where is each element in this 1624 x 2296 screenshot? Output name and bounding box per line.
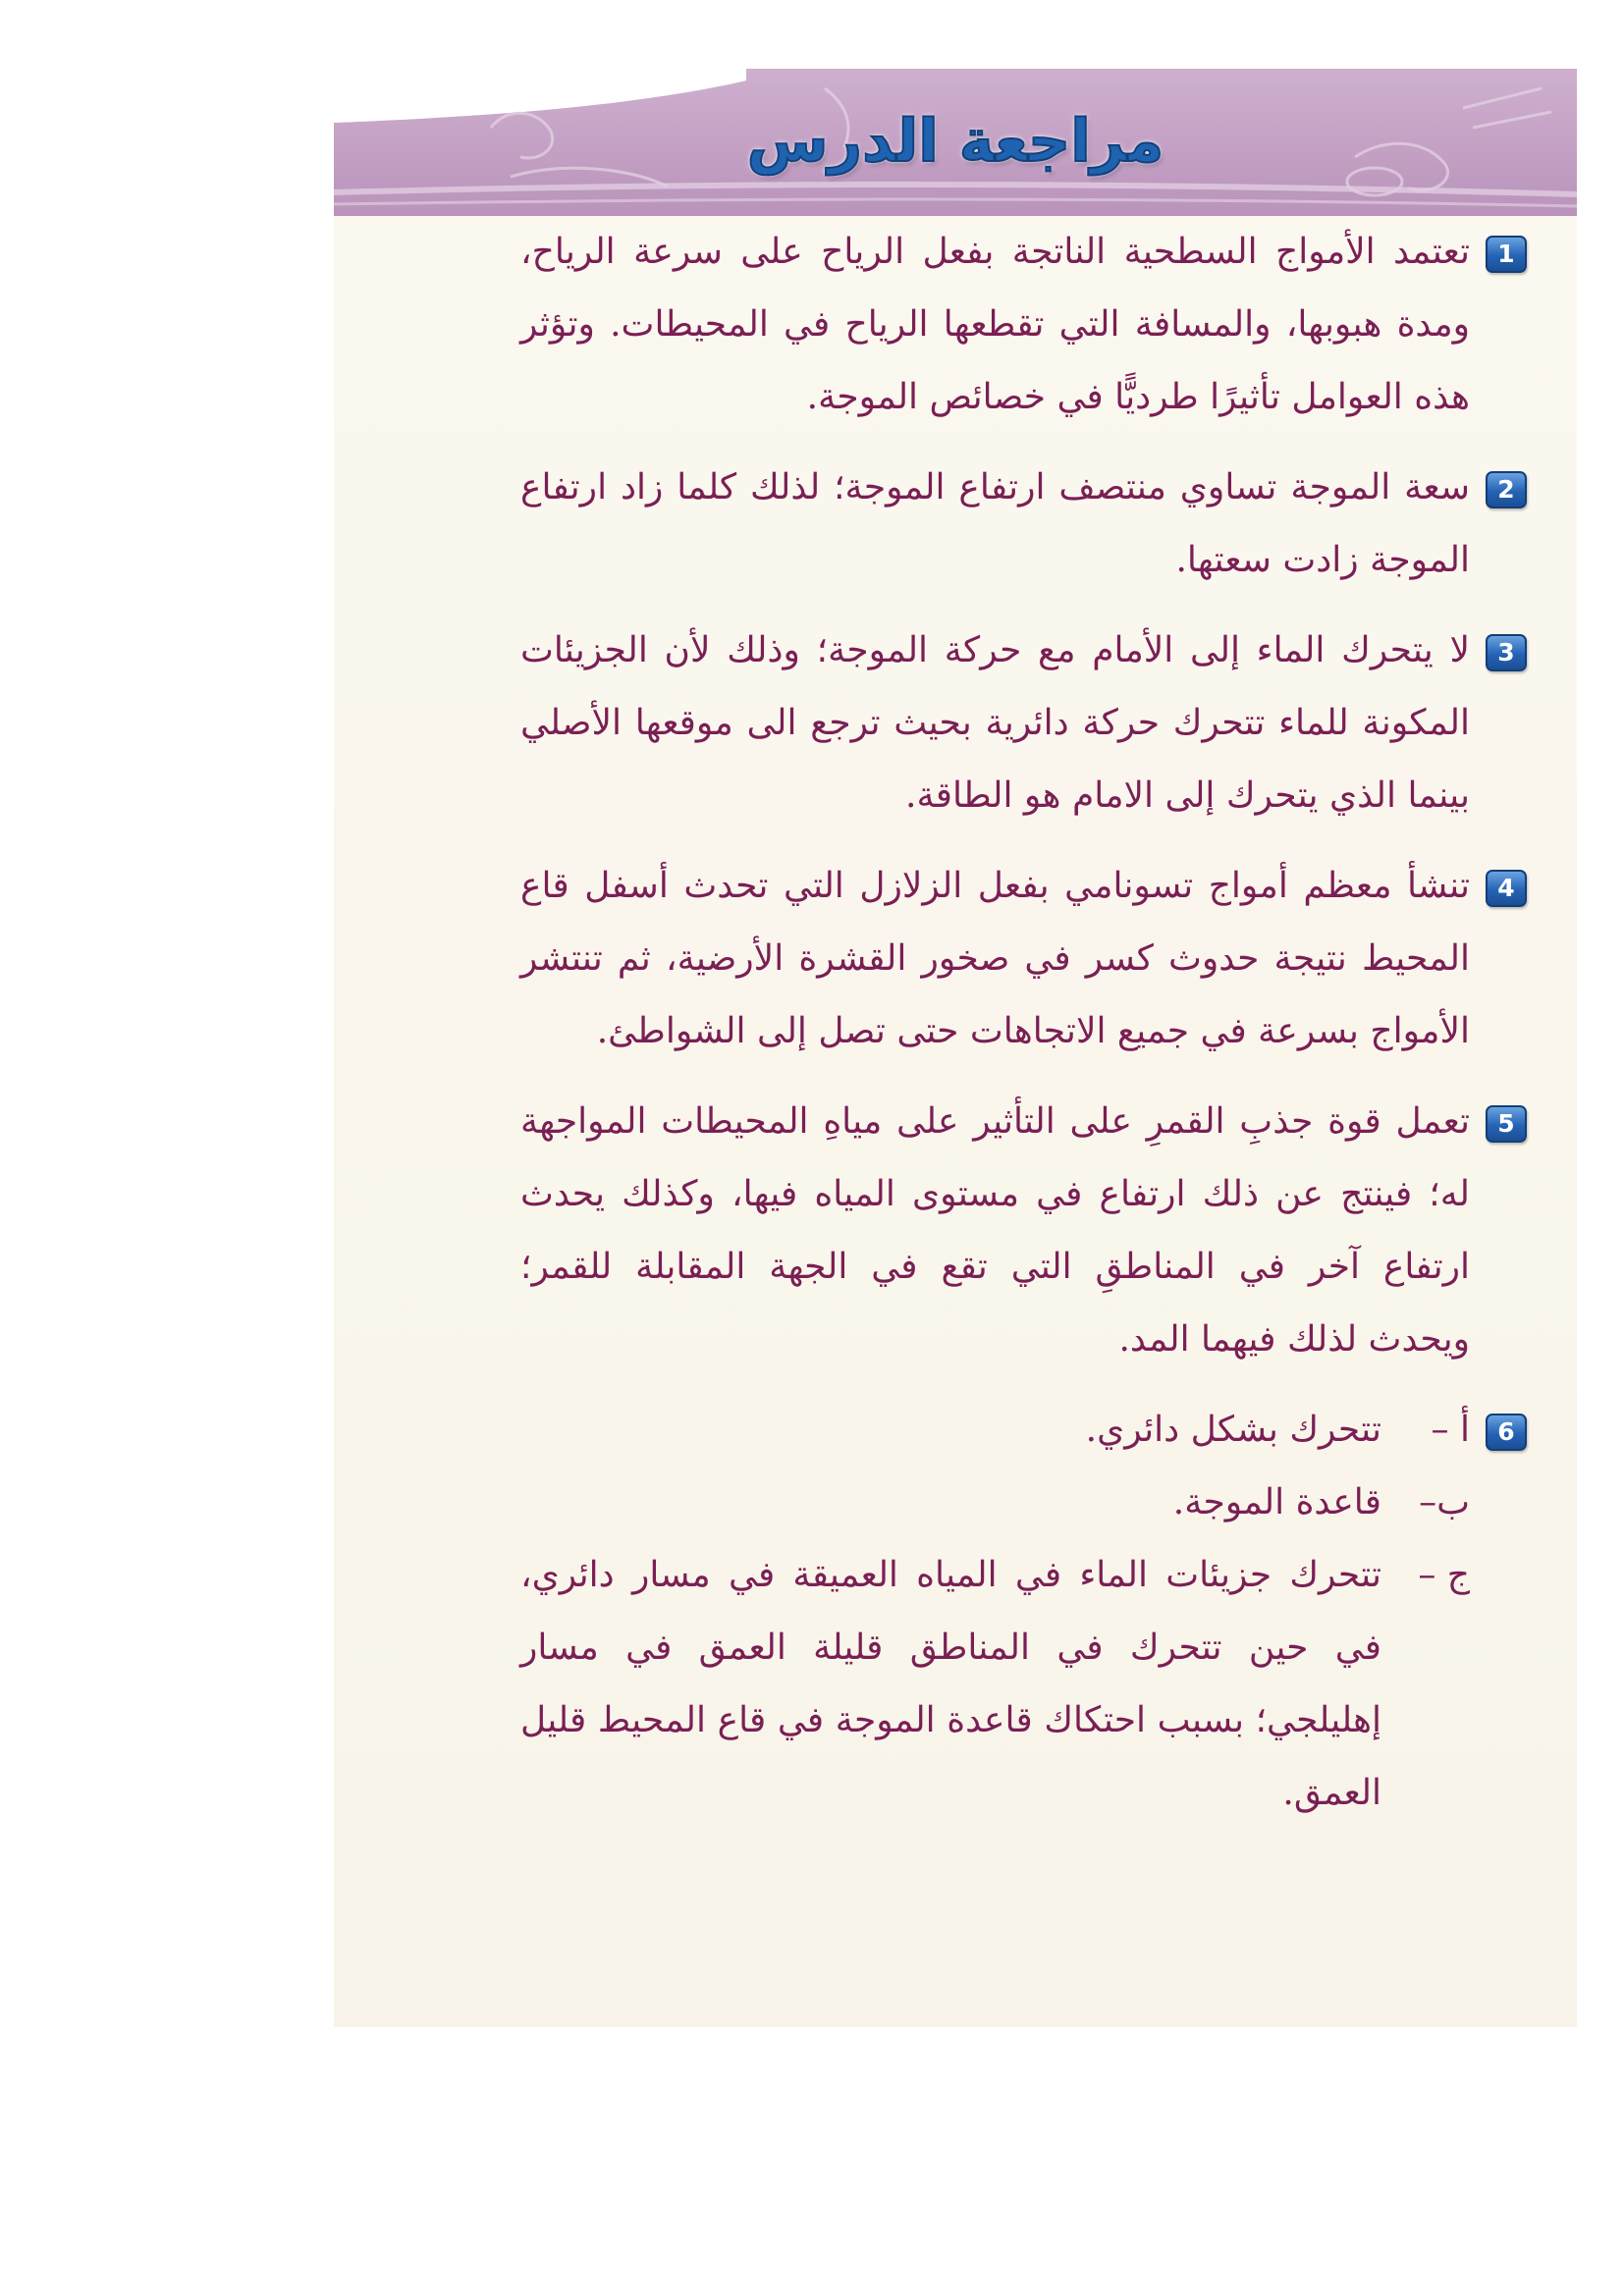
- page-title: مراجعة الدرس: [746, 107, 1164, 176]
- sub-answer: [520, 1539, 1470, 1830]
- list-item: [520, 614, 1527, 832]
- item-text: سعة الموجة تساوي منتصف ارتفاع الموجة؛ لذلك كلما زاد ارتفاع الموجة زادت سعتها.: [520, 467, 1471, 580]
- item-number-badge: 6: [1486, 1414, 1527, 1451]
- sub-answer: [520, 1467, 1470, 1539]
- sub-answer-text: تتحرك جزيئات الماء في المياه العميقة في مسار دائري، في حين تتحرك في المناطق قليلة العمق في مسار إهليلجي؛ بسبب احتكاك قاعدة الموجة في قاع المحيط قليل العمق.: [520, 1555, 1381, 1813]
- review-answers-list: [520, 216, 1527, 1830]
- sub-answer-marker: أ –: [1431, 1410, 1470, 1450]
- item-number-badge: 5: [1486, 1105, 1527, 1143]
- sub-answer-marker: ب–: [1419, 1482, 1470, 1522]
- sub-answer-text: قاعدة الموجة.: [1172, 1482, 1381, 1522]
- sub-answer-marker: ج –: [1418, 1555, 1470, 1595]
- item-number-badge: 2: [1486, 471, 1527, 508]
- item-text: تعتمد الأمواج السطحية الناتجة بفعل الرياح على سرعة الرياح، ومدة هبوبها، والمسافة التي تقطعها الرياح في المحيطات. وتؤثر هذه العوامل تأثيرًا طرديًّا في خصائص الموجة.: [520, 232, 1470, 417]
- item-text: تعمل قوة جذبِ القمرِ على التأثير على مياهِ المحيطات المواجهة له؛ فينتج عن ذلك ارتفاع في مستوى المياه فيها، وكذلك يحدث ارتفاع آخر في المناطقِ التي تقع في الجهة المقابلة للقمر؛ ويحدث لذلك فيهما المد.: [520, 1101, 1470, 1360]
- sub-answer: [520, 1394, 1470, 1467]
- item-text: لا يتحرك الماء إلى الأمام مع حركة الموجة؛ وذلك لأن الجزيئات المكونة للماء تتحرك حركة دائرية بحيث ترجع الى موقعها الأصلي بينما الذي يتحرك إلى الامام هو الطاقة.: [520, 630, 1471, 816]
- sub-answer-text: تتحرك بشكل دائري.: [1085, 1410, 1381, 1450]
- item-number-badge: 3: [1486, 634, 1527, 671]
- list-item: [520, 452, 1527, 597]
- list-item: [520, 1086, 1527, 1376]
- item-number-badge: 4: [1486, 870, 1527, 907]
- list-item: [520, 850, 1527, 1068]
- item-text: تنشأ معظم أمواج تسونامي بفعل الزلازل التي تحدث أسفل قاع المحيط نتيجة حدوث كسر في صخور القشرة الأرضية، ثم تنتشر الأمواج بسرعة في جميع الاتجاهات حتى تصل إلى الشواطئ.: [520, 866, 1470, 1051]
- lesson-review-header: [334, 69, 1577, 216]
- list-item: [520, 216, 1527, 434]
- item-number-badge: 1: [1486, 236, 1527, 273]
- list-item: [520, 1394, 1527, 1830]
